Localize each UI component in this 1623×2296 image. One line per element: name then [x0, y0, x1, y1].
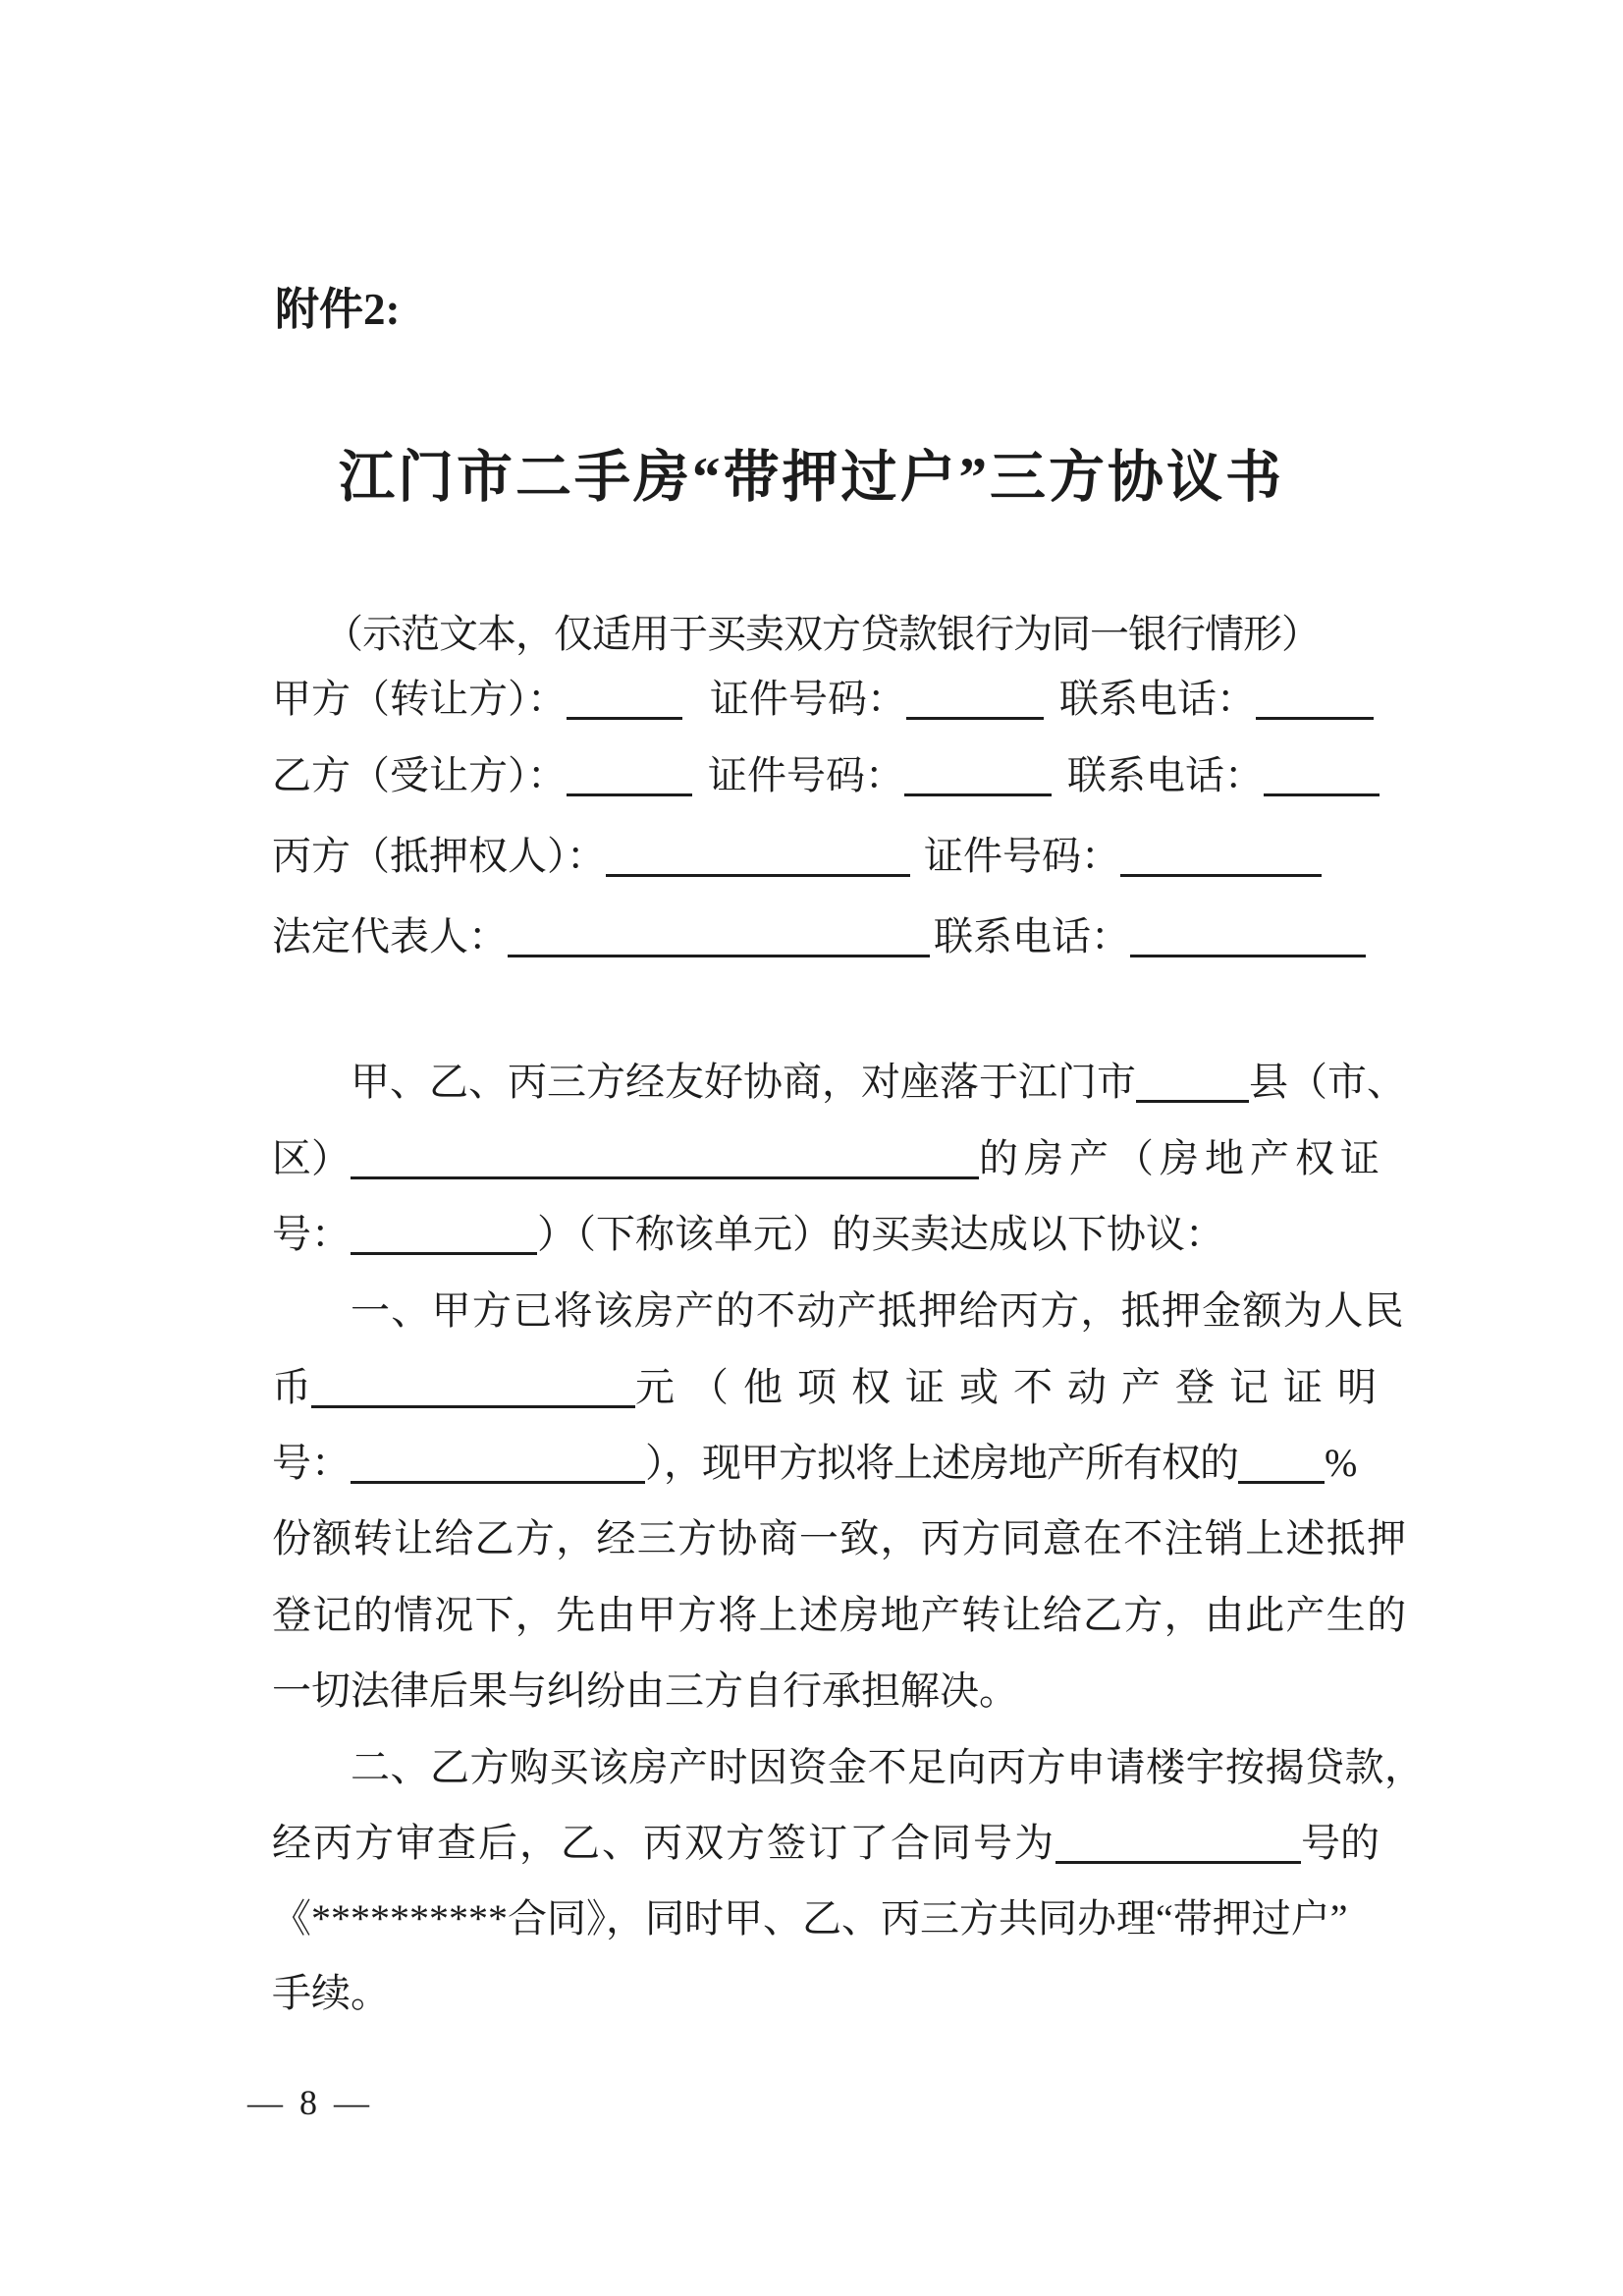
percent-blank [1238, 1479, 1325, 1484]
clause1-line3 [272, 1440, 1357, 1487]
party-b-phone-blank [1264, 792, 1380, 796]
clause2-line2 [272, 1820, 1380, 1867]
cert-no-label: 号： [272, 1212, 351, 1256]
legal-rep-phone-label: 联系电话： [934, 914, 1130, 958]
party-b-row [272, 752, 1380, 799]
clause2-line4: 手续。 [272, 1971, 390, 2015]
party-a-id-label: 证件号码： [710, 677, 906, 721]
party-c-name-blank [606, 872, 910, 877]
attachment-label: 附件2: [275, 285, 401, 334]
party-c-id-blank [1120, 872, 1322, 877]
party-c-id-label: 证件号码： [924, 834, 1120, 878]
party-a-row [272, 676, 1374, 723]
clause1-line6: 一切法律后果与纠纷由三方自行承担解决。 [272, 1668, 1018, 1713]
amount-blank [311, 1403, 635, 1408]
p1-text-cont: 县（市、 [1249, 1060, 1406, 1104]
p1-text: 甲、乙、丙三方经友好协商，对座落于江门市 [351, 1060, 1136, 1104]
legal-rep-row [272, 913, 1366, 960]
clause2-line1: 二、乙方购买该房产时因资金不足向丙方申请楼宇按揭贷款， [351, 1745, 1425, 1789]
document-title: 江门市二手房“带押过户”三方协议书 [339, 447, 1284, 509]
party-b-id-blank [904, 792, 1052, 796]
paragraph1-line2 [272, 1135, 1385, 1182]
other-cert-text: 元（他项权证或不动产登记证明 [635, 1365, 1391, 1409]
party-b-id-label: 证件号码： [708, 753, 904, 797]
clause2-line3: 《**********合同》，同时甲、乙、丙三方共同办理“带押过户” [272, 1896, 1348, 1941]
clause1-line2 [272, 1364, 1391, 1411]
contract-no-suffix: 号的 [1301, 1821, 1380, 1865]
clause1-line5: 登记的情况下，先由甲方将上述房地产转让给乙方，由此产生的 [272, 1593, 1408, 1637]
contract-no-blank [1055, 1859, 1301, 1864]
party-b-phone-label: 联系电话： [1067, 753, 1264, 797]
document-note: （示范文本，仅适用于买卖双方贷款银行为同一银行情形） [324, 612, 1320, 656]
party-a-id-blank [906, 715, 1044, 720]
district-text: 区） [272, 1136, 351, 1180]
property-text: 的房产（房地产权证 [979, 1136, 1385, 1180]
address-blank [351, 1175, 979, 1179]
party-a-label: 甲方（转让方）： [272, 677, 567, 721]
party-a-phone-label: 联系电话： [1059, 677, 1256, 721]
clause1-line4: 份额转让给乙方，经三方协商一致，丙方同意在不注销上述抵押 [272, 1516, 1408, 1560]
legal-rep-phone-blank [1130, 953, 1366, 957]
contract-no-text: 经丙方审查后，乙、丙双方签订了合同号为 [272, 1821, 1055, 1865]
party-b-label: 乙方（受让方）： [272, 753, 567, 797]
paragraph1-line3 [272, 1211, 1224, 1258]
legal-rep-name-blank [508, 953, 930, 957]
paragraph1-line1 [272, 1059, 1406, 1106]
legal-rep-label: 法定代表人： [272, 914, 508, 958]
party-b-name-blank [567, 792, 692, 796]
p1-closing-text: ）（下称该单元）的买卖达成以下协议： [537, 1212, 1224, 1256]
cert-no-blank [351, 1250, 537, 1255]
party-a-phone-blank [1256, 715, 1374, 720]
clause1-line1: 一、甲方已将该房产的不动产抵押给丙方，抵押金额为人民 [351, 1288, 1405, 1333]
ownership-text: ），现甲方拟将上述房地产所有权的 [645, 1441, 1238, 1485]
county-blank [1136, 1098, 1249, 1103]
percent-sign: % [1325, 1441, 1358, 1485]
page-number: — 8 — [247, 2083, 373, 2122]
party-c-row [272, 833, 1322, 880]
reg-no-label: 号： [272, 1441, 351, 1485]
party-c-label: 丙方（抵押权人）： [272, 834, 606, 878]
party-a-name-blank [567, 715, 682, 720]
currency-text: 币 [272, 1365, 311, 1409]
reg-no-blank [351, 1479, 645, 1484]
